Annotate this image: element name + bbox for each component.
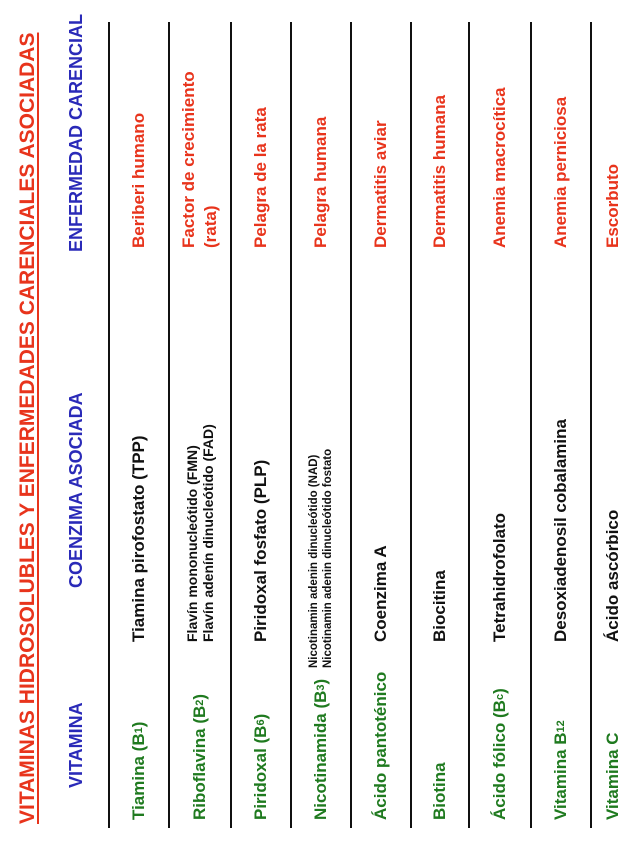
- vitamina-cell: [592, 732, 634, 820]
- coenzima-cell: [292, 449, 350, 668]
- vitamina-cell: [412, 762, 468, 820]
- coenzima-line: Nicotinamin adenin dinucleótido fostato: [322, 448, 334, 668]
- vitamina-cell: [352, 672, 410, 820]
- enfermedad-cell: [110, 113, 168, 248]
- enfermedad-cell: [232, 107, 290, 248]
- coenzima-cell: [592, 510, 634, 642]
- enfermedad-line: Dermatitis aviar: [371, 120, 390, 248]
- vitamina-close-paren: ): [311, 678, 330, 685]
- coenzima-cell: [532, 419, 590, 642]
- header-enfermedad: ENFERMEDAD CARENCIAL: [65, 14, 86, 252]
- coenzima-line: Tiamina pirofostato (TPP): [129, 435, 148, 642]
- vitamina-name: Tiamina (B: [129, 733, 148, 820]
- vitamina-subscript: 12: [555, 720, 567, 733]
- enfermedad-cell: [532, 97, 590, 248]
- coenzima-cell: [412, 570, 468, 642]
- enfermedad-line: Anemia macrocítica: [490, 87, 509, 248]
- vitamina-name: Ácido pantoténico: [371, 671, 390, 820]
- enfermedad-line: Beriberi humano: [129, 112, 148, 248]
- vitamina-close-paren: ): [129, 721, 148, 728]
- coenzima-line: Tetrahidrofolato: [490, 512, 509, 642]
- enfermedad-cell: [470, 87, 530, 248]
- coenzima-line: Desoxiadenosil cobalamina: [551, 419, 570, 642]
- vitamina-name: Vitamina B: [551, 732, 570, 820]
- vitamina-cell: [232, 714, 290, 820]
- header-vitamina: VITAMINA: [65, 702, 86, 788]
- vitamina-subscript: 3: [315, 684, 327, 691]
- vitamina-cell: [292, 679, 350, 820]
- vitamina-cell: [532, 720, 590, 820]
- enfermedad-cell: [592, 164, 634, 248]
- coenzima-cell: [110, 435, 168, 642]
- enfermedad-line: Factor de crecimiento: [179, 71, 198, 248]
- vitamina-name: Piridoxal (B: [251, 725, 270, 820]
- vitamina-name: Biotina: [430, 762, 449, 820]
- enfermedad-cell: [412, 95, 468, 248]
- coenzima-cell: [352, 545, 410, 642]
- vitamina-name: Riboflavina (B: [190, 705, 209, 820]
- vitamina-close-paren: ): [251, 713, 270, 720]
- enfermedad-cell: [352, 120, 410, 248]
- vitamina-name: Nicotinamida (B: [311, 690, 330, 820]
- vitamina-cell: [170, 694, 230, 820]
- coenzima-cell: [170, 424, 230, 642]
- enfermedad-cell: [292, 117, 350, 248]
- vitamina-subscript: 6: [255, 719, 267, 726]
- vitamina-name: Ácido fólico (B: [490, 700, 509, 820]
- coenzima-line: Flavín adenín dinucleótido (FAD): [200, 424, 216, 642]
- vitamina-close-paren: ): [490, 688, 509, 694]
- enfermedad-line: Pelagra de la rata: [251, 107, 270, 248]
- vitamina-close-paren: ): [190, 693, 209, 700]
- vitamina-subscript: 1: [133, 727, 145, 734]
- vitamina-subscript: 2: [194, 699, 206, 706]
- header-coenzima: COENZIMA ASOCIADA: [65, 392, 86, 588]
- coenzima-line: Nicotinamin adenin dinucleótido (NAD): [308, 454, 320, 668]
- enfermedad-line: (rata): [201, 205, 220, 248]
- table-title: VITAMINAS HIDROSOLUBLES Y ENFERMEDADES CARENCIALES ASOCIADAS: [16, 32, 39, 824]
- coenzima-line: Piridoxal fosfato (PLP): [251, 459, 270, 642]
- enfermedad-line: Anemia perniciosa: [551, 96, 570, 248]
- coenzima-line: Ácido ascórbico: [603, 509, 622, 642]
- coenzima-cell: [232, 460, 290, 642]
- vitamina-subscript: c: [494, 693, 506, 701]
- vitamina-cell: [470, 688, 530, 820]
- vitamina-name: Vitamina C: [603, 732, 622, 820]
- enfermedad-cell: [170, 71, 230, 248]
- coenzima-cell: [470, 513, 530, 642]
- coenzima-line: Flavín mononucleótido (FMN): [184, 445, 200, 642]
- coenzima-line: Coenzima A: [371, 545, 390, 642]
- row-divider: [590, 22, 592, 828]
- enfermedad-line: Pelagra humana: [311, 116, 330, 248]
- enfermedad-line: Dermatitis humana: [430, 94, 449, 248]
- coenzima-line: Biocitina: [430, 570, 449, 642]
- vitamina-cell: [110, 722, 168, 820]
- enfermedad-line: Escorbuto: [603, 163, 622, 248]
